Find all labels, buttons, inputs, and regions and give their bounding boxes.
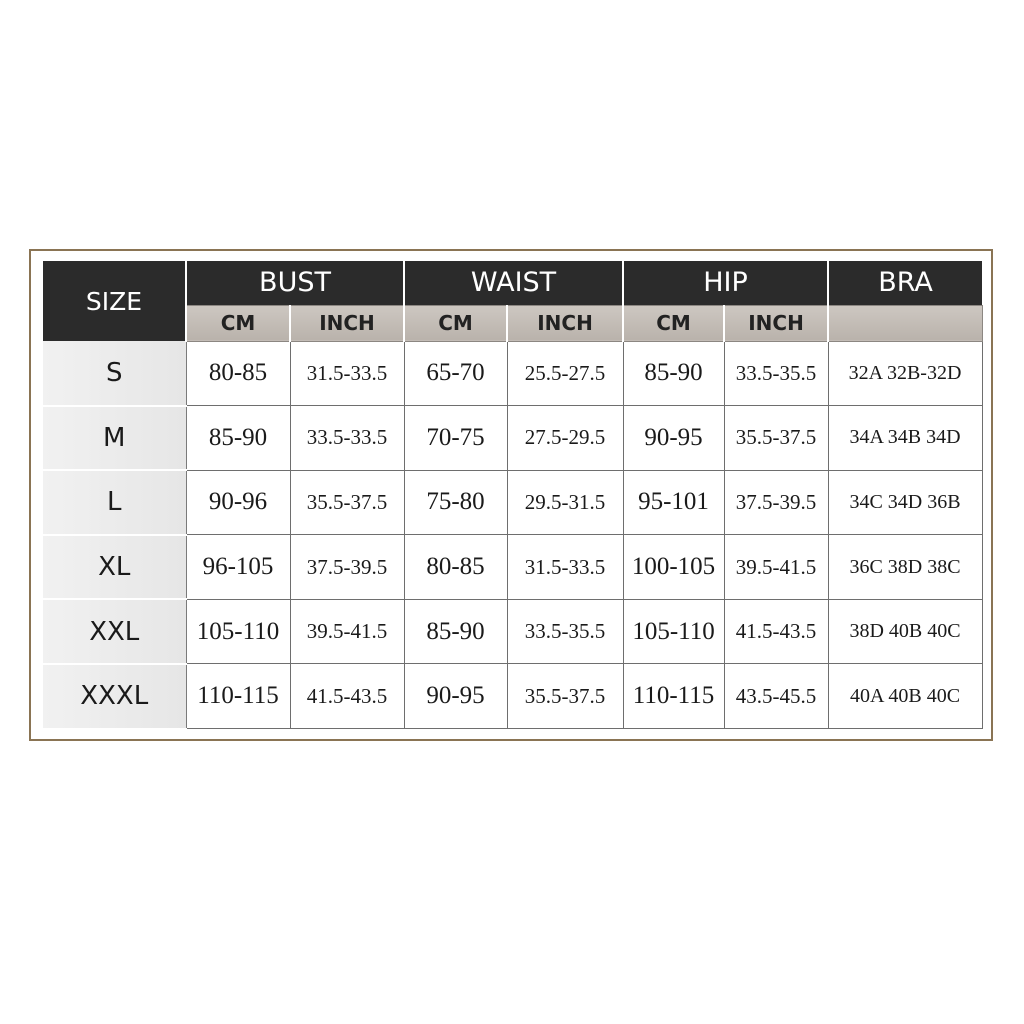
subheader-waist-inch: INCH [507,305,623,341]
header-bust: BUST [186,261,404,305]
bra-value: 32A 32B-32D [828,341,982,406]
waist-cm-value: 70-75 [404,406,507,471]
bust-inch-value: 31.5-33.5 [290,341,404,406]
subheader-bust-inch: INCH [290,305,404,341]
size-label: L [43,470,186,535]
hip-inch-value: 39.5-41.5 [724,535,828,600]
waist-inch-value: 25.5-27.5 [507,341,623,406]
size-chart-frame [29,249,993,741]
waist-cm-value: 90-95 [404,664,507,729]
hip-cm-value: 95-101 [623,470,724,535]
bra-value: 34C 34D 36B [828,470,982,535]
bust-inch-value: 39.5-41.5 [290,599,404,664]
waist-cm-value: 85-90 [404,599,507,664]
header-bra: BRA [828,261,982,305]
bra-value: 36C 38D 38C [828,535,982,600]
size-label: XXXL [43,664,186,729]
bust-cm-value: 90-96 [186,470,290,535]
hip-inch-value: 43.5-45.5 [724,664,828,729]
waist-cm-value: 65-70 [404,341,507,406]
size-chart-table [43,261,983,730]
size-label: XXL [43,599,186,664]
hip-cm-value: 110-115 [623,664,724,729]
table-row [43,599,982,664]
bust-cm-value: 85-90 [186,406,290,471]
header-row [43,261,982,305]
subheader-hip-cm: CM [623,305,724,341]
hip-inch-value: 33.5-35.5 [724,341,828,406]
hip-cm-value: 90-95 [623,406,724,471]
bust-inch-value: 41.5-43.5 [290,664,404,729]
waist-inch-value: 27.5-29.5 [507,406,623,471]
waist-inch-value: 35.5-37.5 [507,664,623,729]
subheader-hip-inch: INCH [724,305,828,341]
bust-inch-value: 33.5-33.5 [290,406,404,471]
size-label: S [43,341,186,406]
waist-cm-value: 80-85 [404,535,507,600]
table-row [43,406,982,471]
table-row [43,535,982,600]
waist-inch-value: 29.5-31.5 [507,470,623,535]
hip-inch-value: 35.5-37.5 [724,406,828,471]
waist-cm-value: 75-80 [404,470,507,535]
bust-inch-value: 35.5-37.5 [290,470,404,535]
hip-cm-value: 105-110 [623,599,724,664]
bra-value: 40A 40B 40C [828,664,982,729]
subheader-bust-cm: CM [186,305,290,341]
waist-inch-value: 31.5-33.5 [507,535,623,600]
hip-inch-value: 37.5-39.5 [724,470,828,535]
header-size: SIZE [43,261,186,341]
bust-cm-value: 96-105 [186,535,290,600]
bra-value: 38D 40B 40C [828,599,982,664]
table-row [43,470,982,535]
hip-inch-value: 41.5-43.5 [724,599,828,664]
hip-cm-value: 85-90 [623,341,724,406]
bust-cm-value: 105-110 [186,599,290,664]
bust-cm-value: 110-115 [186,664,290,729]
size-chart-body [43,261,982,729]
waist-inch-value: 33.5-35.5 [507,599,623,664]
bust-cm-value: 80-85 [186,341,290,406]
header-waist: WAIST [404,261,623,305]
table-row [43,664,982,729]
size-label: M [43,406,186,471]
size-label: XL [43,535,186,600]
table-row [43,341,982,406]
header-hip: HIP [623,261,828,305]
subheader-waist-cm: CM [404,305,507,341]
subheader-bra-blank [828,305,982,341]
hip-cm-value: 100-105 [623,535,724,600]
bra-value: 34A 34B 34D [828,406,982,471]
bust-inch-value: 37.5-39.5 [290,535,404,600]
